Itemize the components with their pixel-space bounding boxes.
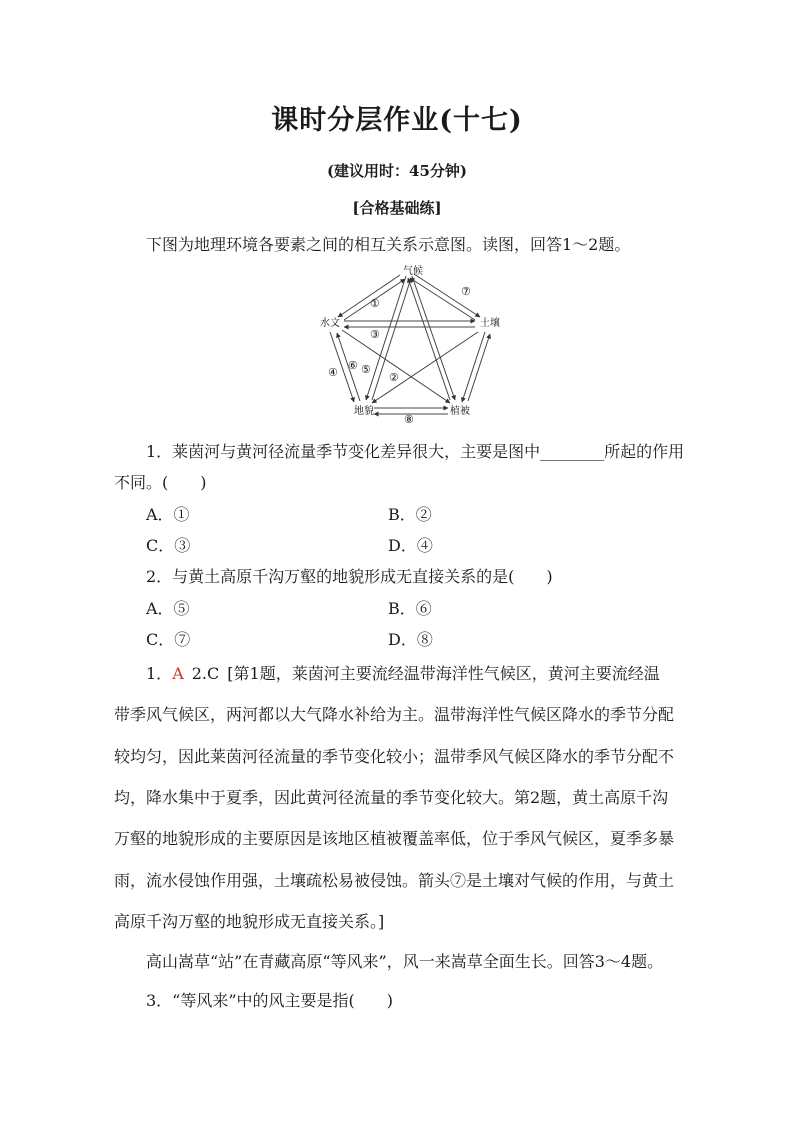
- q2-stem: 2．与黄土高原千沟万壑的地貌形成无直接关系的是( ): [146, 567, 553, 586]
- arrow-soil-landform: [372, 332, 478, 403]
- q2-option-a[interactable]: A．⑤: [146, 599, 190, 618]
- q1-stem-line2: 不同。( ): [114, 473, 207, 492]
- q1-option-c[interactable]: C．③: [146, 536, 191, 555]
- answer-explanation-line-1: [第1题，莱茵河主要流经温带海洋性气候区，黄河主要流经温: [227, 664, 660, 683]
- q2-option-d[interactable]: D．⑧: [388, 630, 433, 649]
- answer-explanation-line-3: 较均匀，因此莱茵河径流量的季节变化较小；温带季风气候区降水的季节分配不: [114, 747, 675, 766]
- answer-explanation-line-5: 万壑的地貌形成的主要原因是该地区植被覆盖率低，位于季风气候区，夏季多暴: [114, 829, 675, 848]
- arrow-vegetation-soil: [468, 334, 490, 401]
- q2-option-b[interactable]: B．⑥: [388, 599, 432, 618]
- node-landform: 地貌: [354, 406, 374, 417]
- answer-first-line: [146, 661, 660, 684]
- answer-explanation-line-2: 带季风气候区，两河都以大气降水补给为主。温带海洋性气候区降水的季节分配: [114, 705, 675, 724]
- marker-1: ①: [370, 297, 380, 310]
- geo-relationship-diagram: [310, 262, 520, 424]
- arrow-climate-hydrology: [338, 275, 400, 317]
- answer-q1: A: [172, 664, 184, 683]
- marker-7: ⑦: [461, 285, 471, 298]
- marker-5: ⑤: [361, 363, 371, 376]
- node-soil: 土壤: [480, 318, 500, 329]
- time-note: (建议用时：45分钟): [326, 162, 468, 180]
- q3-stem: 3．“等风来”中的风主要是指( ): [146, 991, 394, 1010]
- q2-option-c[interactable]: C．⑦: [146, 630, 191, 649]
- intro-1-2: 下图为地理环境各要素之间的相互关系示意图。读图，回答1～2题。: [146, 235, 631, 254]
- marker-6: ⑥: [348, 359, 358, 372]
- q1-option-b[interactable]: B．②: [388, 505, 432, 524]
- answer-explanation-line-7: 高原千沟万壑的地貌形成无直接关系。]: [114, 912, 385, 931]
- node-vegetation: 植被: [450, 406, 470, 417]
- node-climate: 气候: [403, 266, 423, 277]
- q1-stem-line1: 1．莱茵河与黄河径流量季节变化差异很大，主要是图中________所起的作用: [146, 442, 685, 461]
- marker-2: ②: [389, 371, 399, 384]
- marker-4: ④: [328, 366, 338, 379]
- section-heading: [合格基础练]: [352, 199, 442, 217]
- intro-3-4: 高山嵩草“站”在青藏高原“等风来”，风一来嵩草全面生长。回答3～4题。: [146, 952, 664, 971]
- arrow-hydrology-vegetation: [342, 330, 450, 403]
- q1-option-a[interactable]: A．①: [146, 505, 190, 524]
- page-title: 课时分层作业(十七): [271, 105, 523, 136]
- q1-option-d[interactable]: D．④: [388, 536, 433, 555]
- answer-explanation-line-6: 雨，流水侵蚀作用强，土壤疏松易被侵蚀。箭头⑦是土壤对气候的作用，与黄土: [114, 871, 675, 890]
- answer-q2: 2.C: [191, 664, 220, 683]
- answer-prefix: 1．: [146, 664, 173, 683]
- node-hydrology: 水文: [320, 318, 340, 329]
- marker-8: ⑧: [404, 413, 414, 424]
- arrow-soil-vegetation: [462, 332, 485, 402]
- marker-3: ③: [370, 328, 380, 341]
- answer-explanation-line-4: 均，降水集中于夏季，因此黄河径流量的季节变化较大。第2题，黄土高原千沟: [114, 788, 669, 807]
- arrow-vegetation-climate: [408, 278, 450, 400]
